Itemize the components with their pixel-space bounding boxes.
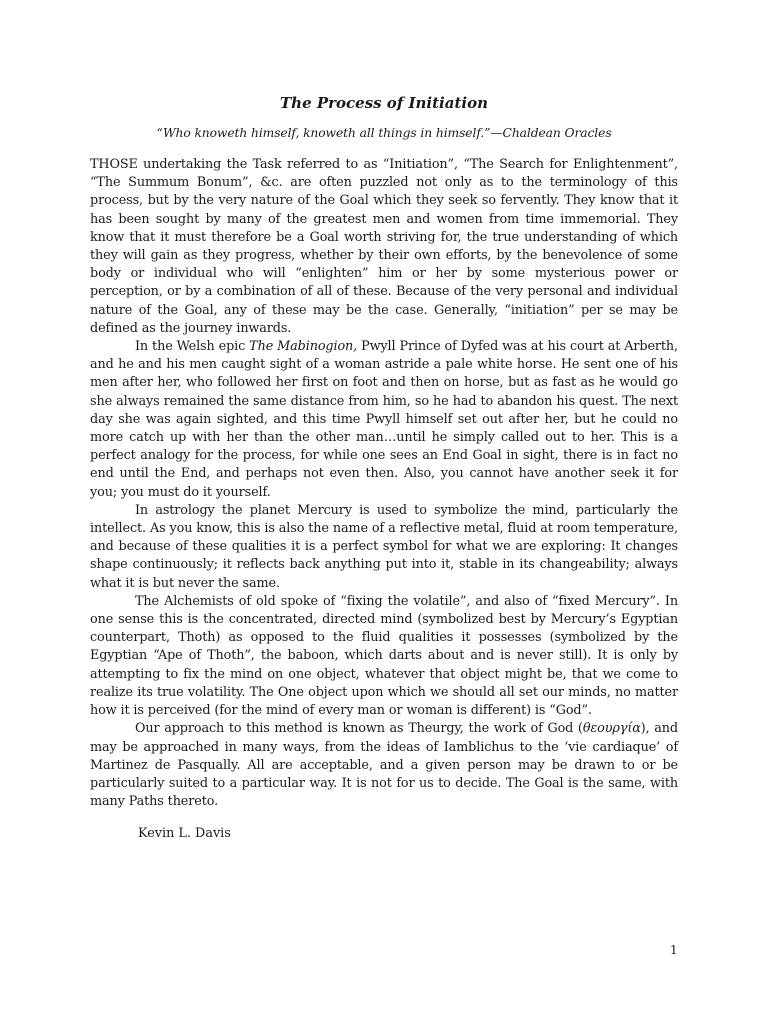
paragraph-4: The Alchemists of old spoke of “fixing the volatile”, and also of “fixed Mercury”. In one sense this is the concentrated, directed mind (symbolized best by Mercury’s Egyptian counterpart, Thoth) as opposed to the fluid qualities it possesses (symbolized by the Egyptian “Ape of Thoth”, the baboon, which darts about and is never still). It is only by attempting to fix the mind on one object, whatever that object might be, that we come to realize its true volatility. The One object upon which we should all set our minds, no matter how it is perceived (for the mind of every man or woman is different) is “God”. bbox=[90, 593, 678, 719]
epigraph-quote: “Who knoweth himself, knoweth all things in himself.”—Chaldean Oracles bbox=[156, 126, 612, 140]
paragraph-1: THOSE undertaking the Task referred to as “Initiation”, “The Search for Enlightenment”, “The Summum Bonum”, &c. are often puzzled not only as to the terminology of this process, but by the very nature of the Goal which they seek so fervently. They know that it has been sought by many of the greatest men and women from time immemorial. They know that it must therefore be a Goal worth striving for, the true understanding of which they will gain as they progress, whether by their own efforts, by the benevolence of some body or individual who will “enlighten” him or her by some mysterious power or perception, or by a combination of all of these. Because of the very personal and individual nature of the Goal, any of these may be the case. Generally, “initiation” per se may be defined as the journey inwards. bbox=[90, 157, 678, 336]
paragraph-5 bbox=[90, 720, 678, 811]
paragraph-5-text-b: ), and may be approached in many ways, from the ideas of Iamblichus to the ‘vie cardiaque’ of Martinez de Pasqually. All are acceptable, and a given person may be drawn to or be particularly suited to a particular way. It is not for us to decide. The Goal is the same, with many Paths thereto. bbox=[90, 721, 678, 810]
paragraph-2-text-b: Pwyll Prince of Dyfed was at his court at Arberth, and he and his men caught sight of a woman astride a pale white horse. He sent one of his men after her, who followed her first on foot and then on horse, but as fast as he would go she always remained the same distance from him, so he had to abandon his quest. The next day she was again sighted, and this time Pwyll himself set out after her, but he could no more catch up with her than the other man…until he simply called out to her. This is a perfect analogy for the process, for while one sees an End Goal in sight, there is in fact no end until the End, and perhaps not even then. Also, you cannot have another seek it for you; you must do it yourself. bbox=[90, 339, 678, 500]
page-number: 1 bbox=[670, 943, 678, 957]
paragraph-2 bbox=[90, 338, 678, 502]
paragraph-2-text-a: In the Welsh epic bbox=[135, 339, 250, 355]
author-signature: Kevin L. Davis bbox=[138, 826, 231, 842]
book-title-mabinogion: The Mabinogion, bbox=[249, 339, 358, 355]
paragraph-3: In astrology the planet Mercury is used to symbolize the mind, particularly the intellect. As you know, this is also the name of a reflective metal, fluid at room temperature, and because of these qualities it is a perfect symbol for what we are exploring: It changes shape continuously; it reflects back anything put into it, stable in its changeability; always what it is but never the same. bbox=[90, 502, 678, 591]
paragraph-5-text-a: Our approach to this method is known as Theurgy, the work of God ( bbox=[135, 721, 583, 737]
document-page bbox=[90, 90, 678, 843]
document-title: The Process of Initiation bbox=[280, 94, 488, 112]
greek-word-theurgia: θεουργία bbox=[582, 721, 641, 737]
